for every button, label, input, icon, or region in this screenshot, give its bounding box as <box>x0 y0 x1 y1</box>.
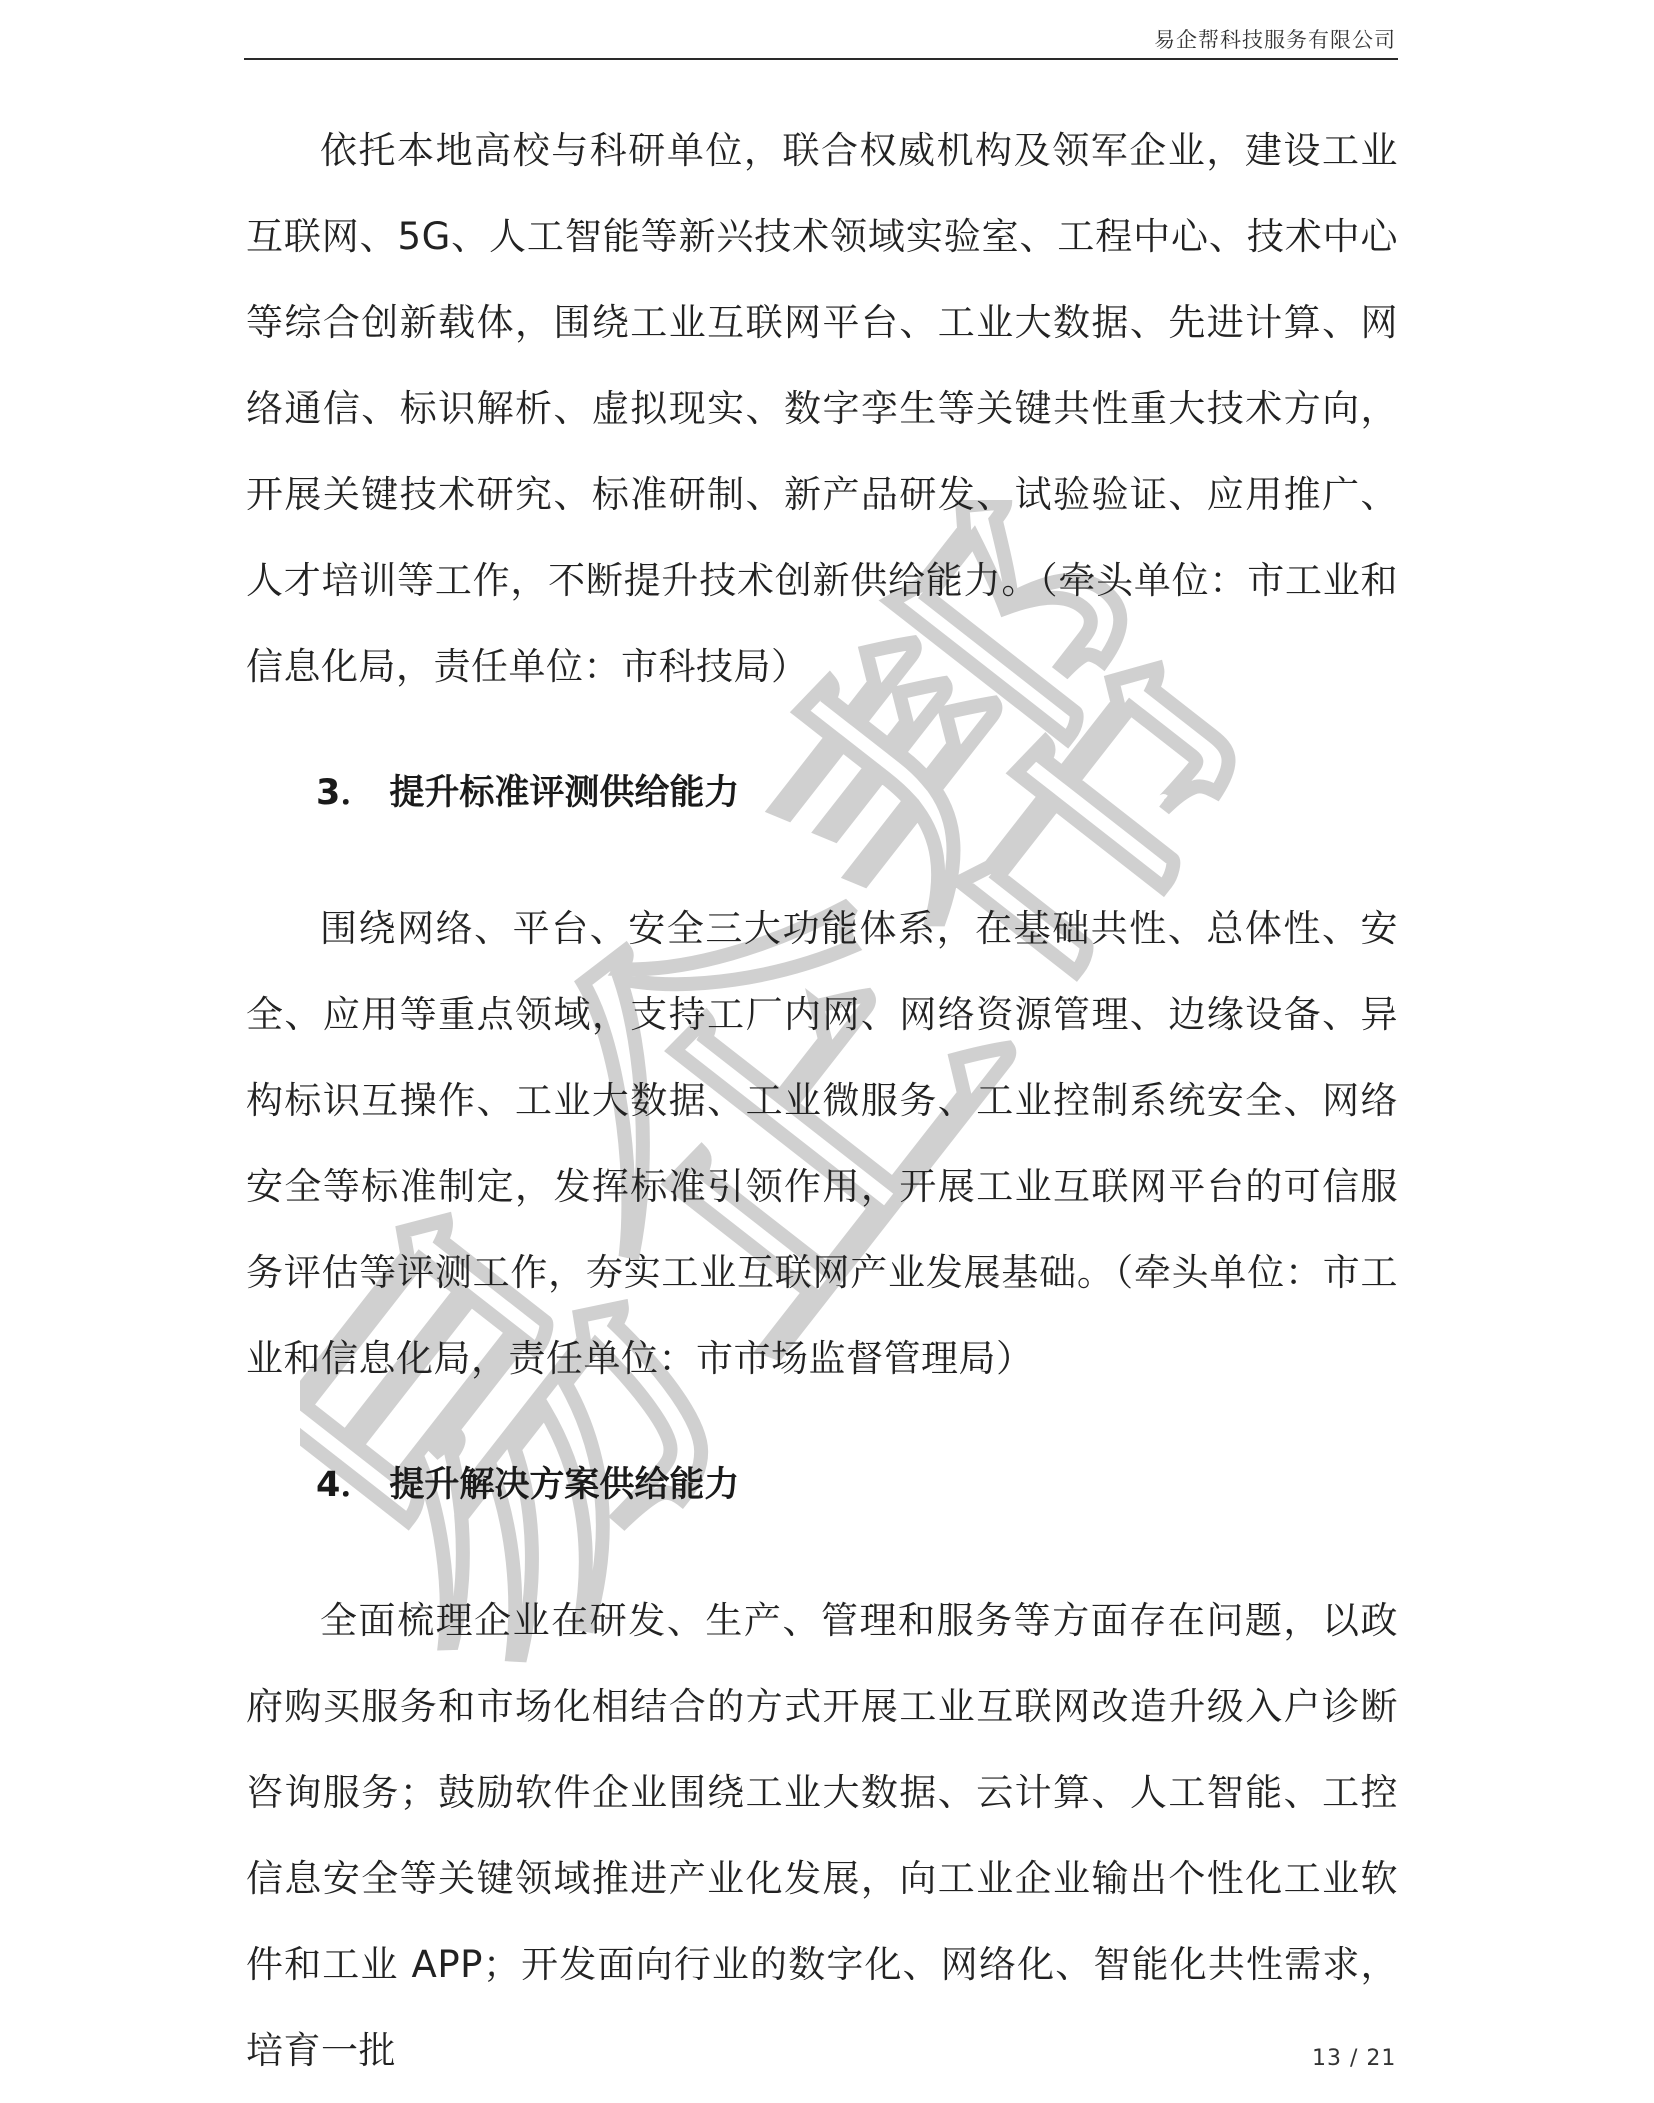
section-heading-3 <box>246 710 1398 846</box>
section-heading-4 <box>246 1402 1398 1538</box>
header-company-name: 易企帮科技服务有限公司 <box>1154 28 1396 52</box>
paragraph-standards-evaluation: 围绕网络、平台、安全三大功能体系，在基础共性、总体性、安全、应用等重点领域，支持工厂内网、网络资源管理、边缘设备、异构标识互操作、工业大数据、工业微服务、工业控制系统安全、网络安全等标准制定，发挥标准引领作用，开展工业互联网平台的可信服务评估等评测工作，夯实工业互联网产业发展基础。（牵头单位：市工业和信息化局，责任单位：市市场监督管理局） <box>246 907 1398 1380</box>
spacer <box>246 1538 1398 1578</box>
svg-text:易企帮: 易企帮 <box>300 500 1350 1765</box>
spacer <box>246 846 1398 886</box>
section-number: 3． <box>316 773 376 813</box>
section-number: 4． <box>316 1465 376 1505</box>
document-body <box>246 108 1398 2094</box>
page-number: 13 / 21 <box>1312 2046 1397 2071</box>
section-title: 提升解决方案供给能力 <box>389 1465 740 1505</box>
header-divider <box>244 58 1398 60</box>
paragraph-technology-innovation: 依托本地高校与科研单位，联合权威机构及领军企业，建设工业互联网、5G、人工智能等新兴技术领域实验室、工程中心、技术中心等综合创新载体，围绕工业互联网平台、工业大数据、先进计算、网络通信、标识解析、虚拟现实、数字孪生等关键共性重大技术方向，开展关键技术研究、标准研制、新产品研发、试验验证、应用推广、人才培训等工作，不断提升技术创新供给能力。（牵头单位：市工业和信息化局，责任单位：市科技局） <box>246 129 1398 688</box>
section-title: 提升标准评测供给能力 <box>389 773 740 813</box>
paragraph-solution-supply: 全面梳理企业在研发、生产、管理和服务等方面存在问题，以政府购买服务和市场化相结合的方式开展工业互联网改造升级入户诊断咨询服务；鼓励软件企业围绕工业大数据、云计算、人工智能、工控信息安全等关键领域推进产业化发展，向工业企业输出个性化工业软件和工业 APP；开发面向行业的数字化、网络化、智能化共性需求，培育一批 <box>246 1599 1398 2072</box>
